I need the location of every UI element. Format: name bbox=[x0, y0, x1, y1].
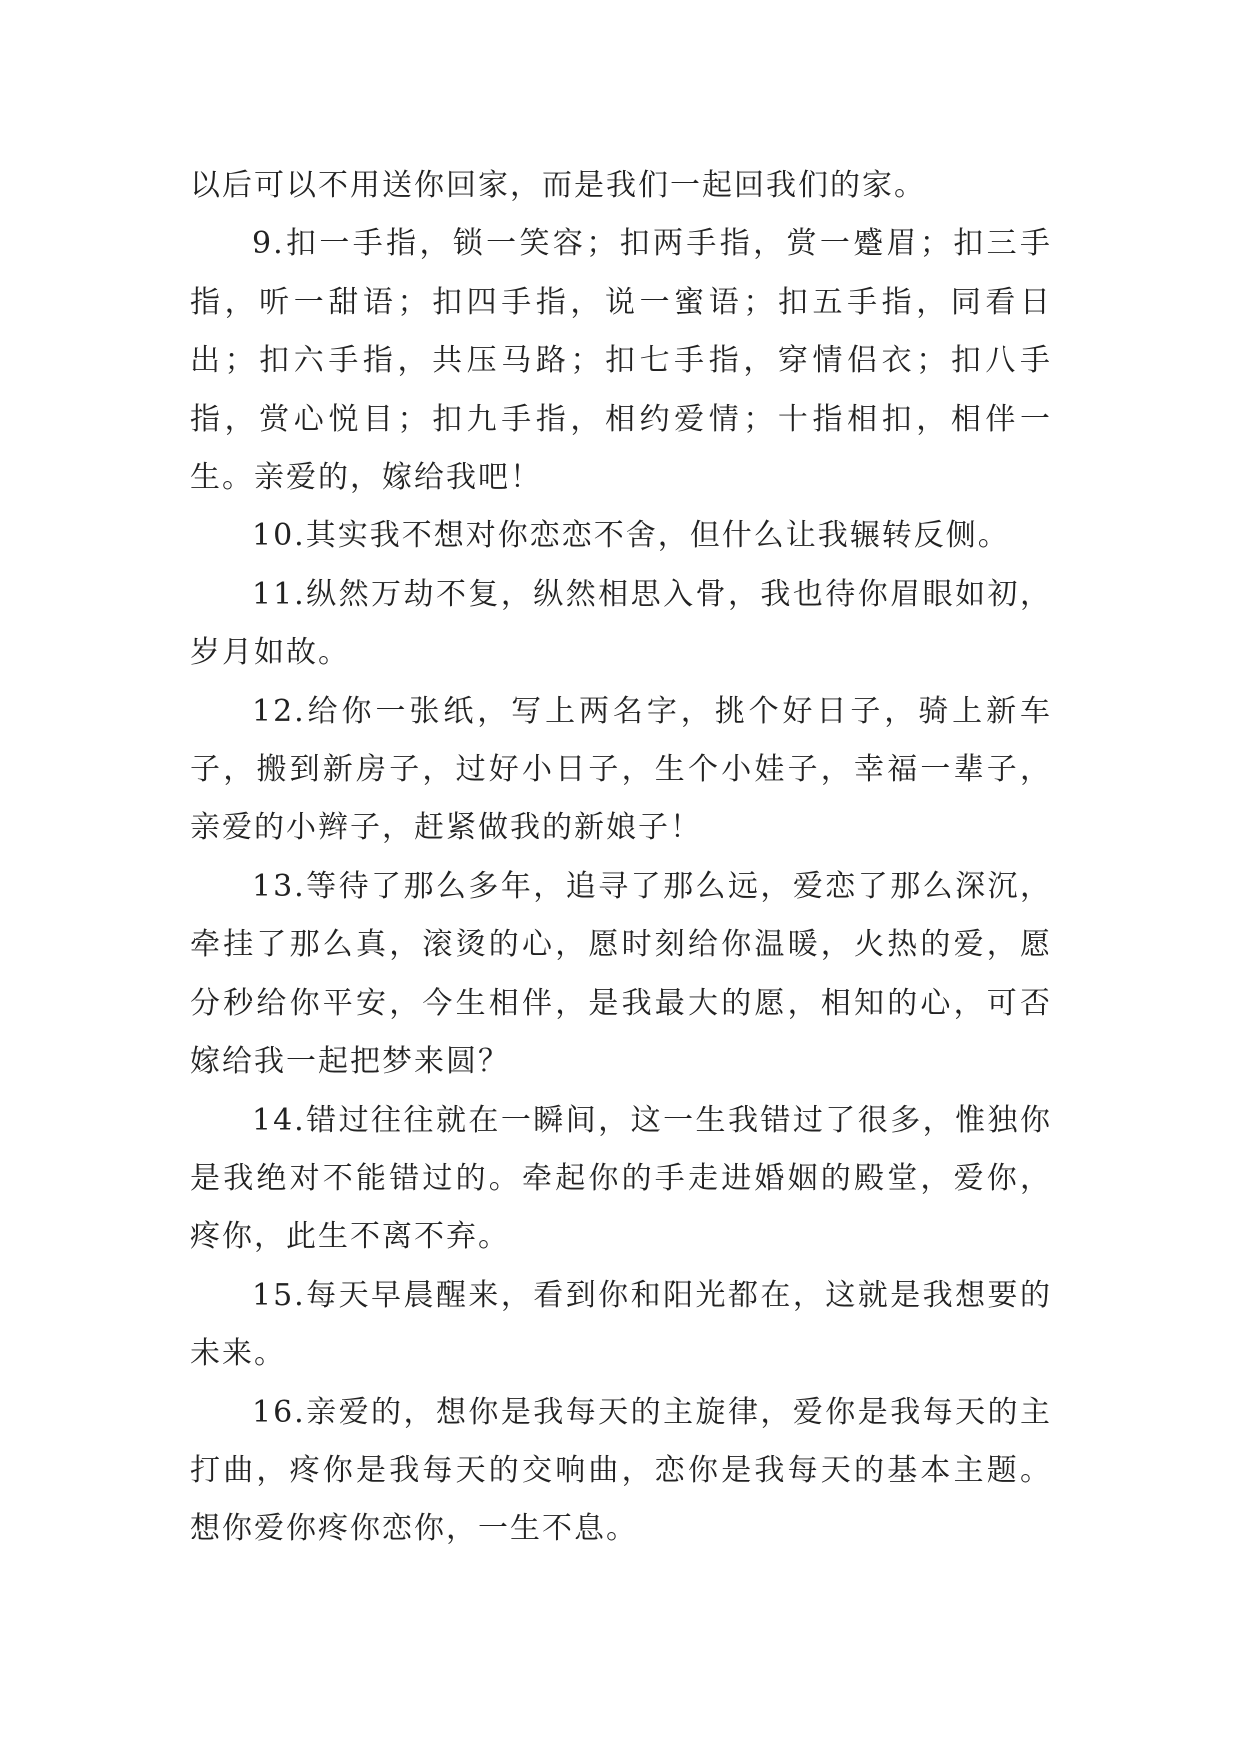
paragraph-item-15: 15.每天早晨醒来，看到你和阳光都在，这就是我想要的未来。 bbox=[190, 1277, 1052, 1372]
paragraph-item-11: 11.纵然万劫不复，纵然相思入骨，我也待你眉眼如初，岁月如故。 bbox=[190, 576, 1052, 671]
paragraph-item-12: 12.给你一张纸，写上两名字，挑个好日子，骑上新车子，搬到新房子，过好小日子，生个小娃子，幸福一辈子，亲爱的小辫子，赶紧做我的新娘子！ bbox=[190, 693, 1052, 846]
paragraph-continuation: 以后可以不用送你回家，而是我们一起回我们的家。 bbox=[190, 168, 926, 203]
paragraph-item-9: 9.扣一手指，锁一笑容；扣两手指，赏一蹙眉；扣三手指，听一甜语；扣四手指，说一蜜语；扣五手指，同看日出；扣六手指，共压马路；扣七手指，穿情侣衣；扣八手指，赏心悦目；扣九手指，相约爱情；十指相扣，相伴一生。亲爱的，嫁给我吧！ bbox=[190, 226, 1052, 496]
document-body bbox=[190, 157, 1052, 1559]
paragraph-item-14: 14.错过往往就在一瞬间，这一生我错过了很多，惟独你是我绝对不能错过的。牵起你的手走进婚姻的殿堂，爱你，疼你，此生不离不弃。 bbox=[190, 1102, 1052, 1255]
paragraph-item-10: 10.其实我不想对你恋恋不舍，但什么让我辗转反侧。 bbox=[252, 518, 1010, 554]
paragraph-item-16: 16.亲爱的，想你是我每天的主旋律，爱你是我每天的主打曲，疼你是我每天的交响曲，恋你是我每天的基本主题。想你爱你疼你恋你，一生不息。 bbox=[190, 1394, 1052, 1547]
paragraph-item-13: 13.等待了那么多年，追寻了那么远，爱恋了那么深沉，牵挂了那么真，滚烫的心，愿时刻给你温暖，火热的爱，愿分秒给你平安，今生相伴，是我最大的愿，相知的心，可否嫁给我一起把梦来圆？ bbox=[190, 868, 1052, 1080]
